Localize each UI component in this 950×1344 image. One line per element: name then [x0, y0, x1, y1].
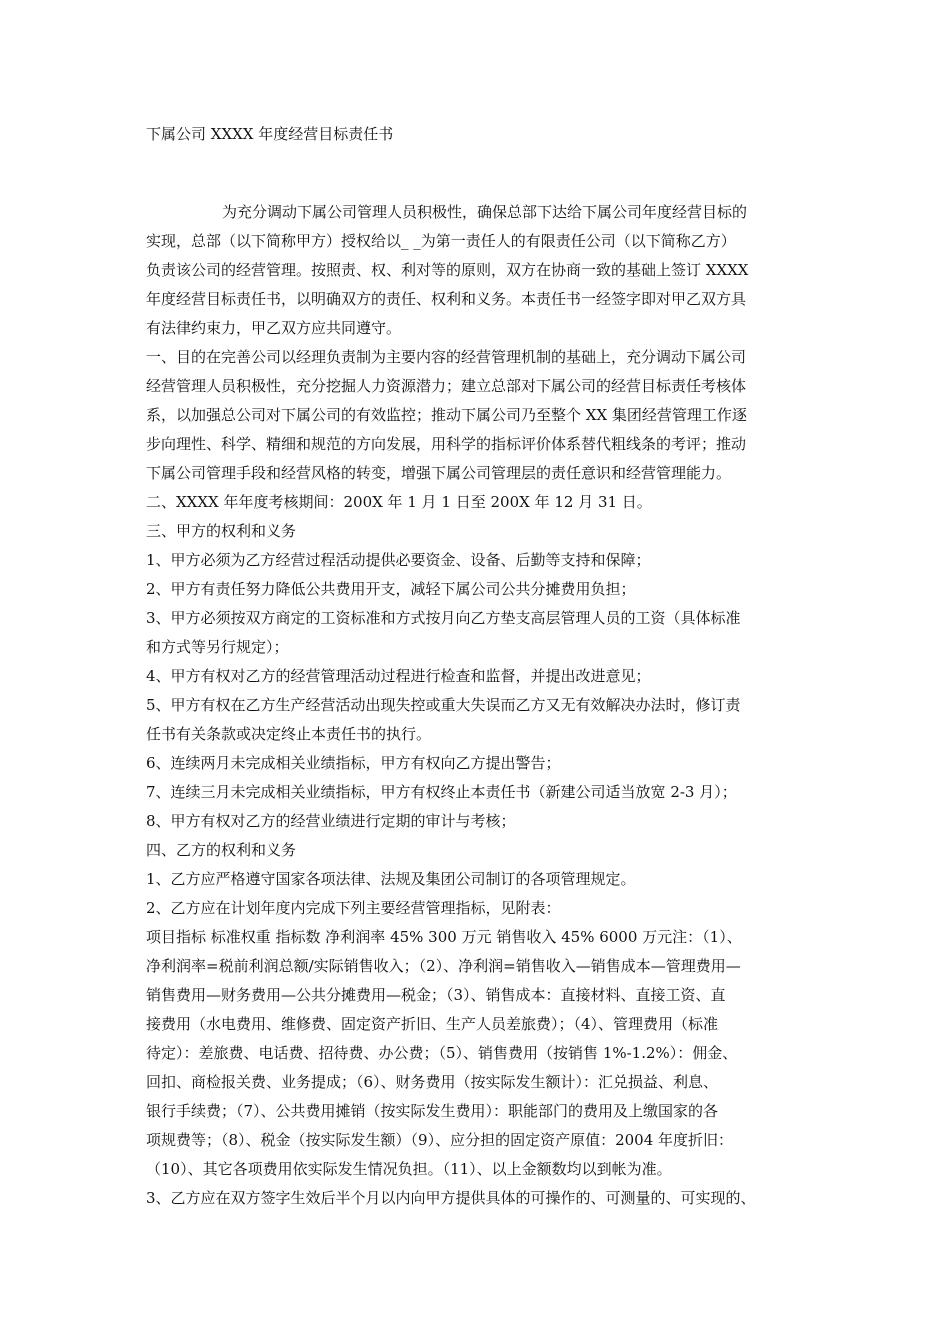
list-item: 1、乙方应严格遵守国家各项法律、法规及集团公司制订的各项管理规定。 — [146, 870, 636, 888]
paragraph-line: 销售费用—财务费用—公共分摊费用—税金；（3）、销售成本：直接材料、直接工资、直 — [146, 986, 726, 1004]
paragraph-line: 年度经营目标责任书，以明确双方的责任、权利和义务。本责任书一经签字即对甲乙双方具 — [146, 290, 747, 308]
list-item: 5、甲方有权在乙方生产经营活动出现失控或重大失误而乙方又无有效解决办法时，修订责 — [146, 696, 741, 714]
list-item: 3、乙方应在双方签字生效后半个月以内向甲方提供具体的可操作的、可测量的、可实现的、 — [146, 1189, 756, 1207]
paragraph-line: 银行手续费；（7）、公共费用摊销（按实际发生费用）：职能部门的费用及上缴国家的各 — [146, 1102, 719, 1120]
paragraph-line: 净利润率=税前利润总额/实际销售收入；（2）、净利润=销售收入—销售成本—管理费用— — [146, 957, 741, 975]
list-item: 3、甲方必须按双方商定的工资标准和方式按月向乙方垫支高层管理人员的工资（具体标准 — [146, 609, 741, 627]
section-heading-line: 一、目的在完善公司以经理负责制为主要内容的经营管理机制的基础上，充分调动下属公司 — [146, 348, 747, 366]
list-item: 2、甲方有责任努力降低公共费用开支，减轻下属公司公共分摊费用负担； — [146, 580, 636, 598]
list-item: 4、甲方有权对乙方的经营管理活动过程进行检查和监督，并提出改进意见； — [146, 667, 651, 685]
list-item-continuation: 和方式等另行规定）； — [146, 638, 289, 656]
paragraph-line: 为充分调动下属公司管理人员积极性，确保总部下达给下属公司年度经营目标的 — [222, 203, 748, 221]
paragraph-line: 项规费等；（8）、税金（按实际发生额）（9）、应分担的固定资产原值：2004 年度折旧： — [146, 1131, 734, 1149]
list-item-continuation: 任书有关条款或决定终止本责任书的执行。 — [146, 725, 432, 743]
section-heading: 四、乙方的权利和义务 — [146, 841, 297, 859]
paragraph-line: 系，以加强总公司对下属公司的有效监控；推动下属公司乃至整个 XX 集团经营管理工作逐 — [146, 406, 747, 424]
list-item: 1、甲方必须为乙方经营过程活动提供必要资金、设备、后勤等支持和保障； — [146, 551, 651, 569]
document-body — [146, 198, 806, 1213]
paragraph-line: 有法律约束力，甲乙双方应共同遵守。 — [146, 319, 402, 337]
paragraph-line: 负责该公司的经营管理。按照责、权、利对等的原则，双方在协商一致的基础上签订 XXXX — [146, 261, 749, 279]
document-title: 下属公司 XXXX 年度经营目标责任书 — [146, 125, 394, 143]
paragraph-line: 下属公司管理手段和经营风格的转变，增强下属公司管理层的责任意识和经营管理能力。 — [146, 464, 732, 482]
paragraph-line: 待定）：差旅费、电话费、招待费、办公费；（5）、销售费用（按销售 1%-1.2%）：佣金、 — [146, 1044, 738, 1062]
paragraph-line: （10）、其它各项费用依实际发生情况负担。（11）、以上金额数均以到帐为准。 — [146, 1160, 672, 1178]
list-item: 7、连续三月未完成相关业绩指标，甲方有权终止本责任书（新建公司适当放宽 2-3 月）； — [146, 783, 737, 801]
paragraph-line: 步向理性、科学、精细和规范的方向发展，用科学的指标评价体系替代粗线条的考评；推动 — [146, 435, 747, 453]
paragraph-line: 经营管理人员积极性，充分挖掘人力资源潜力；建立总部对下属公司的经营目标责任考核体 — [146, 377, 747, 395]
section-heading: 三、甲方的权利和义务 — [146, 522, 297, 540]
list-item: 6、连续两月未完成相关业绩指标，甲方有权向乙方提出警告； — [146, 754, 561, 772]
paragraph-line: 接费用（水电费用、维修费、固定资产折旧、生产人员差旅费）；（4）、管理费用（标准 — [146, 1015, 719, 1033]
list-item: 8、甲方有权对乙方的经营业绩进行定期的审计与考核； — [146, 812, 516, 830]
paragraph-line: 项目指标 标准权重 指标数 净利润率 45% 300 万元 销售收入 45% 6000 万元注：（1）、 — [146, 928, 742, 946]
paragraph-line: 回扣、商检报关费、业务提成；（6）、财务费用（按实际发生额计）：汇兑损益、利息、 — [146, 1073, 719, 1091]
paragraph-line: 实现，总部（以下简称甲方）授权给以_ _为第一责任人的有限责任公司（以下简称乙方） — [146, 232, 736, 250]
section-heading-line: 二、XXXX 年年度考核期间：200X 年 1 月 1 日至 200X 年 12 月 31 日。 — [146, 493, 652, 511]
list-item: 2、乙方应在计划年度内完成下列主要经营管理指标，见附表： — [146, 899, 561, 917]
